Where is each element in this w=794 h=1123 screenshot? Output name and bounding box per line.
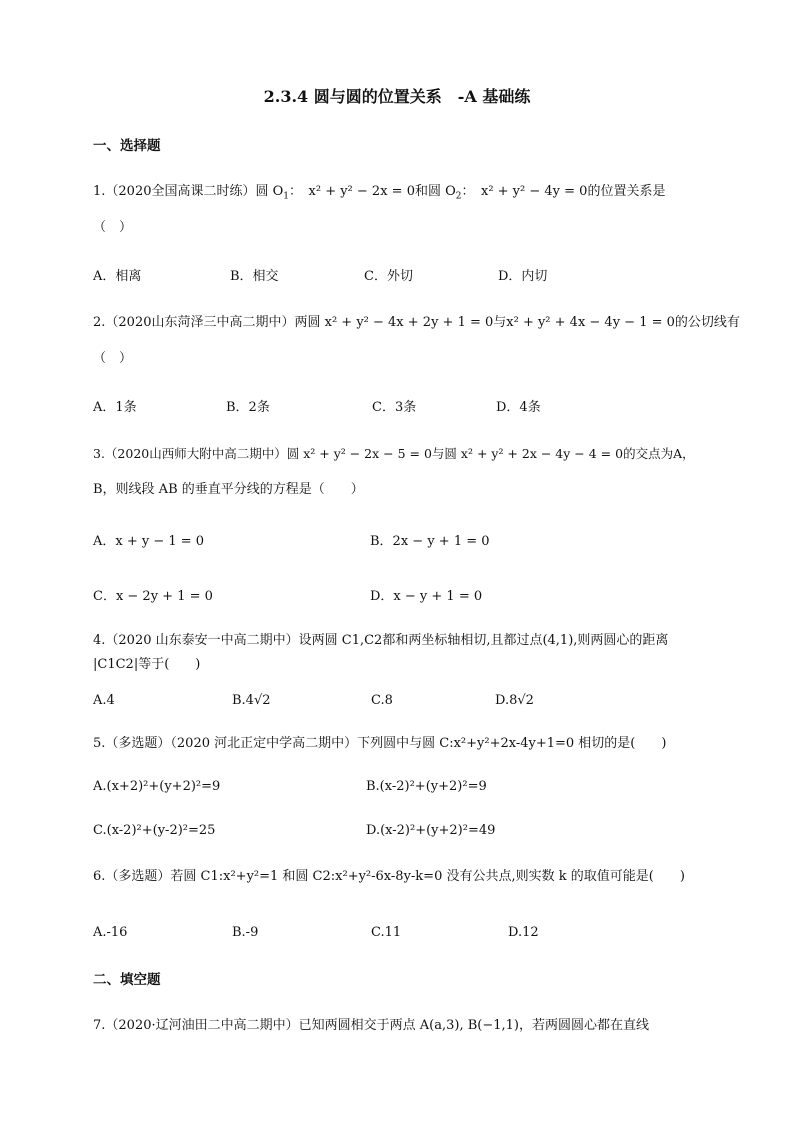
q3-option-d: D．x − y + 1 = 0 [370, 589, 483, 604]
question-3-stem: 3.（2020山西师大附中高二期中）圆 x² + y² − 2x − 5 = 0与圆 x² + y² + 2x − 4y − 4 = 0的交点为A， [93, 446, 695, 461]
question-7-stem: 7.（2020·辽河油田二中高二期中）已知两圆相交于两点 A(a,3), B(−1,1)，若两圆圆心都在直线 [93, 1018, 649, 1033]
q5-option-a: A.(x+2)²+(y+2)²=9 [93, 779, 221, 794]
q3-option-c: C．x − 2y + 1 = 0 [93, 589, 213, 604]
q4-option-d: D.8√2 [495, 693, 534, 708]
q3-option-b: B．2x − y + 1 = 0 [370, 534, 490, 549]
section-heading-choice: 一、选择题 [93, 138, 161, 154]
question-4-stem-2: |C1C2|等于( ) [93, 657, 201, 672]
q5-option-d: D.(x-2)²+(y+2)²=49 [366, 823, 496, 838]
q6-option-a: A.-16 [93, 925, 128, 940]
q5-option-c: C.(x-2)²+(y-2)²=25 [93, 823, 216, 838]
q1-sub-1: 1 [283, 191, 290, 202]
q6-option-c: C.11 [371, 925, 402, 940]
question-3-stem-2: B，则线段 AB 的垂直平分线的方程是（ ） [93, 482, 364, 497]
q3-option-a: A．x + y − 1 = 0 [93, 534, 205, 549]
q6-option-d: D.12 [508, 925, 539, 940]
question-2-stem: 2.（2020山东菏泽三中高二期中）两圆 x² + y² − 4x + 2y + 1 = 0与x² + y² + 4x − 4y − 1 = 0的公切线有 [93, 315, 740, 330]
q2-option-d: D．4条 [496, 400, 541, 415]
q1-option-b: B．相交 [230, 269, 279, 284]
q1-stem-eq2: ： x² + y² − 4y = 0的位置关系是 [461, 184, 666, 199]
q1-option-d: D．内切 [498, 269, 548, 284]
section-heading-fill: 二、填空题 [93, 972, 161, 988]
q2-option-b: B．2条 [226, 400, 270, 415]
q4-option-c: C.8 [371, 693, 393, 708]
q2-option-a: A．1条 [93, 400, 137, 415]
question-4-stem: 4.（2020 山东泰安一中高二期中）设两圆 C1,C2都和两坐标轴相切,且都过点(4,1),则两圆心的距离 [93, 633, 669, 648]
question-1-stem [93, 183, 665, 206]
q1-stem-eq1: ： x² + y² − 2x = 0和圆 O [289, 184, 456, 199]
q2-option-c: C．3条 [372, 400, 417, 415]
page-title: 2.3.4 圆与圆的位置关系 -A 基础练 [263, 87, 531, 106]
q1-option-c: C．外切 [364, 269, 413, 284]
q1-sub-2: 2 [455, 191, 462, 202]
question-5-stem: 5.（多选题）（2020 河北正定中学高二期中）下列圆中与圆 C:x²+y²+2x-4y+1=0 相切的是( ) [93, 736, 667, 751]
q1-option-a: A．相离 [93, 269, 142, 284]
question-1-paren: （ ） [93, 220, 133, 235]
question-2-paren: （ ） [93, 351, 133, 366]
q4-option-b: B.4√2 [232, 693, 271, 708]
q4-option-a: A.4 [93, 693, 115, 708]
q1-stem-part: 1.（2020全国高课二时练）圆 O [93, 184, 284, 199]
q5-option-b: B.(x-2)²+(y+2)²=9 [366, 779, 487, 794]
q6-option-b: B.-9 [232, 925, 259, 940]
question-6-stem: 6.（多选题）若圆 C1:x²+y²=1 和圆 C2:x²+y²-6x-8y-k=0 没有公共点,则实数 k 的取值可能是( ) [93, 869, 685, 884]
